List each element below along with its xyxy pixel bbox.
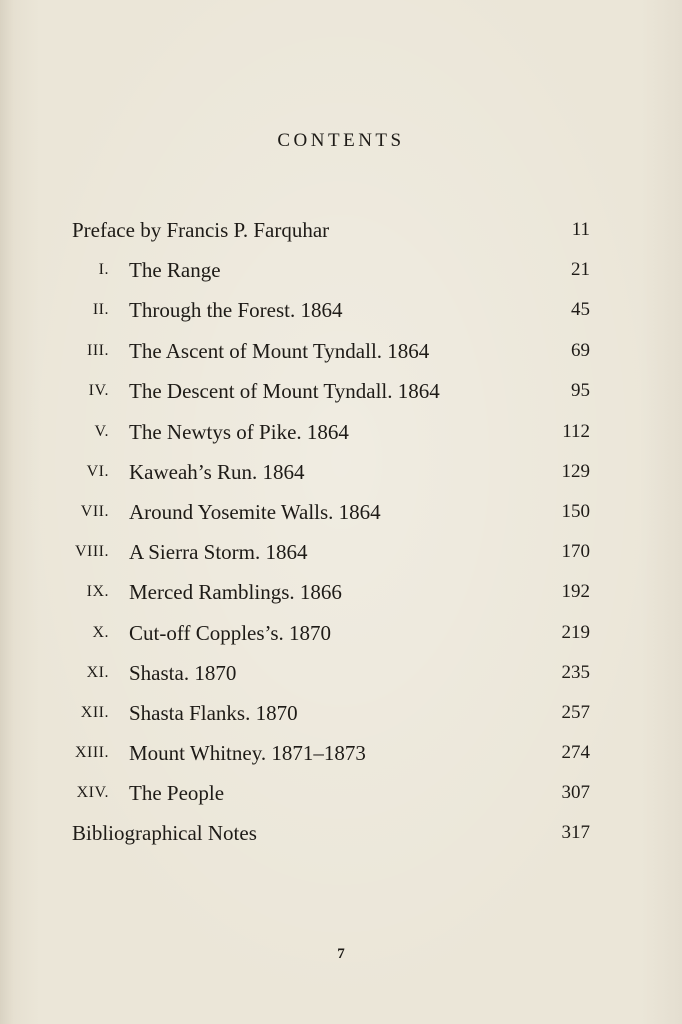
entry-page-number: 235 — [561, 662, 590, 683]
toc-entry-chapter-8 — [0, 537, 682, 567]
folio-page-number: 7 — [337, 946, 345, 962]
toc-entry-chapter-13 — [0, 738, 682, 768]
chapter-number: I. — [98, 261, 109, 278]
entry-title: Shasta Flanks. 1870 — [129, 701, 298, 725]
toc-entry-chapter-14 — [0, 778, 682, 808]
entry-title: Bibliographical Notes — [72, 821, 257, 845]
entry-title: Cut-off Copples’s. 1870 — [129, 621, 332, 645]
entry-page-number: 69 — [571, 340, 590, 361]
entry-page-number: 274 — [561, 742, 590, 763]
entry-page-number: 170 — [561, 541, 590, 562]
entry-page-number: 150 — [561, 501, 590, 522]
entry-title: Around Yosemite Walls. 1864 — [129, 500, 381, 524]
toc-entry-chapter-6 — [0, 457, 682, 487]
entry-page-number: 219 — [561, 622, 590, 643]
chapter-number: XII. — [80, 704, 109, 721]
toc-entry-chapter-10 — [0, 618, 682, 648]
entry-title: The Descent of Mount Tyndall. 1864 — [129, 379, 440, 403]
toc-entry-chapter-11 — [0, 658, 682, 688]
entry-title: Merced Ramblings. 1866 — [129, 580, 342, 604]
entry-title: The Range — [129, 258, 221, 282]
toc-entry-chapter-9 — [0, 577, 682, 607]
entry-title: The Ascent of Mount Tyndall. 1864 — [129, 339, 430, 363]
entry-title: Preface by Francis P. Farquhar — [72, 218, 330, 242]
chapter-number: XIII. — [74, 744, 109, 761]
chapter-number: VIII. — [74, 543, 109, 560]
chapter-number: IX. — [86, 583, 109, 600]
toc-entry-chapter-7 — [0, 497, 682, 527]
entry-page-number: 21 — [571, 259, 590, 280]
entry-page-number: 95 — [571, 380, 590, 401]
entry-title: Through the Forest. 1864 — [129, 298, 343, 322]
toc-entry-chapter-12 — [0, 698, 682, 728]
toc-entry-chapter-5 — [0, 417, 682, 447]
entry-page-number: 11 — [571, 219, 590, 240]
chapter-number: III. — [87, 342, 109, 359]
chapter-number: VI. — [86, 463, 109, 480]
entry-title: Shasta. 1870 — [129, 661, 237, 685]
chapter-number: X. — [92, 624, 109, 641]
chapter-number: V. — [94, 423, 109, 440]
entry-page-number: 192 — [561, 581, 590, 602]
toc-entry-chapter-4 — [0, 376, 682, 406]
chapter-number: IV. — [88, 382, 109, 399]
entry-page-number: 257 — [561, 702, 590, 723]
entry-title: The People — [129, 781, 225, 805]
chapter-number: II. — [92, 301, 109, 318]
entry-page-number: 112 — [562, 421, 590, 442]
entry-title: The Newtys of Pike. 1864 — [129, 420, 349, 444]
toc-entry-notes — [0, 818, 682, 848]
toc-entry-chapter-1 — [0, 255, 682, 285]
entry-page-number: 307 — [561, 782, 590, 803]
toc-entry-preface — [0, 215, 682, 245]
entry-title: Kaweah’s Run. 1864 — [129, 460, 305, 484]
entry-title: Mount Whitney. 1871–1873 — [129, 741, 366, 765]
toc-entry-chapter-3 — [0, 336, 682, 366]
entry-page-number: 45 — [571, 299, 590, 320]
chapter-number: VII. — [80, 503, 109, 520]
chapter-number: XIV. — [76, 784, 109, 801]
contents-heading: CONTENTS — [277, 130, 405, 151]
entry-page-number: 129 — [561, 461, 590, 482]
toc-entry-chapter-2 — [0, 295, 682, 325]
entry-title: A Sierra Storm. 1864 — [129, 540, 308, 564]
entry-page-number: 317 — [561, 822, 590, 843]
chapter-number: XI. — [86, 664, 109, 681]
